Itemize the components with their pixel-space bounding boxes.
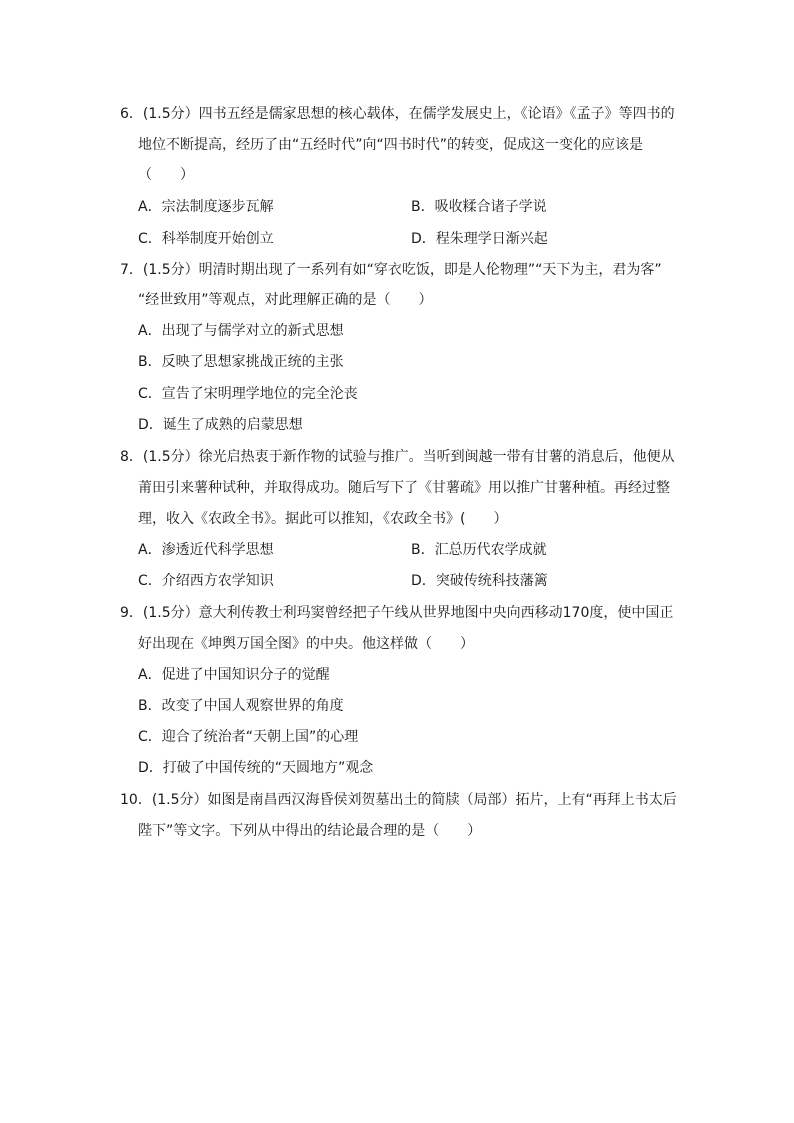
- question-8-stem-line-2: 莆田引来薯种试种，并取得成功。随后写下了《甘薯疏》用以推广甘薯种植。再经过整: [138, 480, 670, 496]
- question-10-stem-line-1: 10．(1.5分）如图是南昌西汉海昏侯刘贺墓出土的简牍（局部）拓片，上有“再拜上书太后: [120, 792, 677, 808]
- question-7-stem-line-1: 7．(1.5分）明清时期出现了一系列有如“穿衣吃饭，即是人伦物理”“天下为主，君为客”: [120, 262, 662, 278]
- question-9-option-a: A．促进了中国知识分子的觉醒: [138, 667, 330, 683]
- question-7-option-c: C．宣告了宋明理学地位的完全沦丧: [138, 386, 358, 402]
- question-8-option-d: D．突破传统科技藩篱: [411, 573, 548, 589]
- question-8-option-a: A．渗透近代科学思想: [138, 542, 274, 558]
- question-6-stem-line-1: 6．(1.5分）四书五经是儒家思想的核心载体，在儒学发展史上，《论语》《孟子》等四书的: [120, 106, 675, 122]
- question-9-option-d: D．打破了中国传统的“天圆地方”观念: [138, 760, 374, 776]
- question-9-stem-line-1: 9．(1.5分）意大利传教士利玛窦曾经把子午线从世界地图中央向西移动170度，使中国正: [120, 605, 674, 621]
- question-8-stem-line-1: 8．(1.5分）徐光启热衷于新作物的试验与推广。当听到闽越一带有甘薯的消息后，他便从: [120, 449, 675, 465]
- question-7-option-b: B．反映了思想家挑战正统的主张: [138, 354, 344, 370]
- question-9-option-b: B．改变了中国人观察世界的角度: [138, 698, 344, 714]
- question-6-option-b: B．吸收糅合诸子学说: [411, 199, 547, 215]
- question-6-stem-line-2: 地位不断提高，经历了由“五经时代”向“四书时代”的转变，促成这一变化的应该是: [138, 137, 644, 153]
- question-10-stem-line-2: 陛下”等文字。下列从中得出的结论最合理的是（ ）: [138, 823, 482, 839]
- question-6-option-c: C．科举制度开始创立: [138, 231, 274, 247]
- question-7-option-d: D．诞生了成熟的启蒙思想: [138, 417, 303, 433]
- question-8-stem-line-3: 理，收入《农政全书》。据此可以推知，《农政全书》( ）: [138, 511, 508, 527]
- question-6-option-a: A．宗法制度逐步瓦解: [138, 199, 274, 215]
- question-7-stem-line-2: “经世致用”等观点，对此理解正确的是（ ）: [138, 292, 433, 308]
- question-9-stem-line-2: 好出现在《坤舆万国全图》的中央。他这样做（ ）: [138, 636, 474, 652]
- question-7-option-a: A．出现了与儒学对立的新式思想: [138, 323, 344, 339]
- question-6-option-d: D．程朱理学日渐兴起: [411, 231, 548, 247]
- question-8-option-b: B．汇总历代农学成就: [411, 542, 547, 558]
- question-8-option-c: C．介绍西方农学知识: [138, 573, 274, 589]
- question-6-stem-line-3: （ ）: [138, 167, 194, 183]
- question-9-option-c: C．迎合了统治者“天朝上国”的心理: [138, 729, 359, 745]
